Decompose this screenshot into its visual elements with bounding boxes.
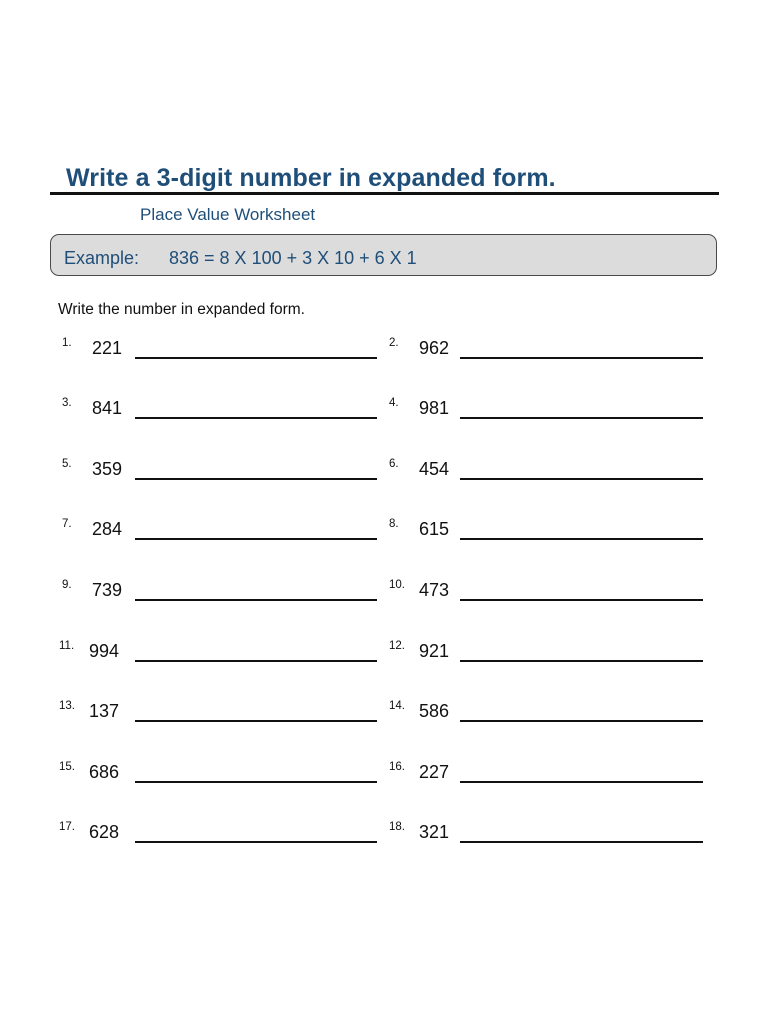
- problem-value: 981: [419, 398, 450, 418]
- worksheet-title: Write a 3-digit number in expanded form.: [66, 164, 556, 192]
- problem-number: 7.: [62, 518, 72, 530]
- answer-line[interactable]: [460, 357, 703, 359]
- answer-line[interactable]: [460, 660, 703, 662]
- problem-value: 615: [419, 519, 450, 539]
- instructions: Write the number in expanded form.: [58, 301, 305, 318]
- problem-number: 11.: [59, 640, 75, 652]
- answer-line[interactable]: [135, 660, 377, 662]
- problem-value: 321: [419, 822, 450, 842]
- problem-value: 221: [92, 338, 123, 358]
- answer-line[interactable]: [135, 417, 377, 419]
- problem-number: 15.: [59, 761, 75, 773]
- problem-number: 16.: [389, 761, 405, 773]
- problem-number: 12.: [389, 640, 405, 652]
- answer-line[interactable]: [135, 720, 377, 722]
- problem-value: 994: [89, 641, 120, 661]
- answer-line[interactable]: [460, 781, 703, 783]
- problem-number: 2.: [389, 337, 399, 349]
- problem-number: 5.: [62, 458, 72, 470]
- answer-line[interactable]: [460, 417, 703, 419]
- answer-line[interactable]: [135, 599, 377, 601]
- problem-value: 227: [419, 762, 450, 782]
- answer-line[interactable]: [460, 599, 703, 601]
- answer-line[interactable]: [135, 841, 377, 843]
- problem-number: 10.: [389, 579, 405, 591]
- problem-value: 284: [92, 519, 123, 539]
- problem-value: 586: [419, 701, 450, 721]
- problem-number: 17.: [59, 821, 75, 833]
- worksheet-subtitle: Place Value Worksheet: [140, 205, 316, 224]
- problem-number: 18.: [389, 821, 405, 833]
- answer-line[interactable]: [135, 357, 377, 359]
- problem-number: 3.: [62, 397, 72, 409]
- problem-value: 359: [92, 459, 123, 479]
- problem-value: 962: [419, 338, 450, 358]
- problem-value: 739: [92, 580, 123, 600]
- problem-value: 841: [92, 398, 123, 418]
- problem-value: 921: [419, 641, 450, 661]
- answer-line[interactable]: [135, 781, 377, 783]
- answer-line[interactable]: [460, 720, 703, 722]
- example-label: Example:: [64, 248, 140, 268]
- problem-value: 628: [89, 822, 120, 842]
- example-box: [50, 234, 717, 276]
- problem-number: 6.: [389, 458, 399, 470]
- title-divider: [50, 192, 719, 195]
- problem-number: 13.: [59, 700, 75, 712]
- problem-number: 1.: [62, 337, 72, 349]
- problem-number: 14.: [389, 700, 405, 712]
- answer-line[interactable]: [460, 478, 703, 480]
- problem-value: 473: [419, 580, 450, 600]
- answer-line[interactable]: [135, 538, 377, 540]
- answer-line[interactable]: [460, 538, 703, 540]
- problem-value: 137: [89, 701, 120, 721]
- problem-number: 8.: [389, 518, 399, 530]
- problem-value: 686: [89, 762, 120, 782]
- example-equation: 836 = 8 X 100 + 3 X 10 + 6 X 1: [169, 248, 417, 268]
- problem-value: 454: [419, 459, 450, 479]
- problem-number: 9.: [62, 579, 72, 591]
- problem-number: 4.: [389, 397, 399, 409]
- answer-line[interactable]: [460, 841, 703, 843]
- answer-line[interactable]: [135, 478, 377, 480]
